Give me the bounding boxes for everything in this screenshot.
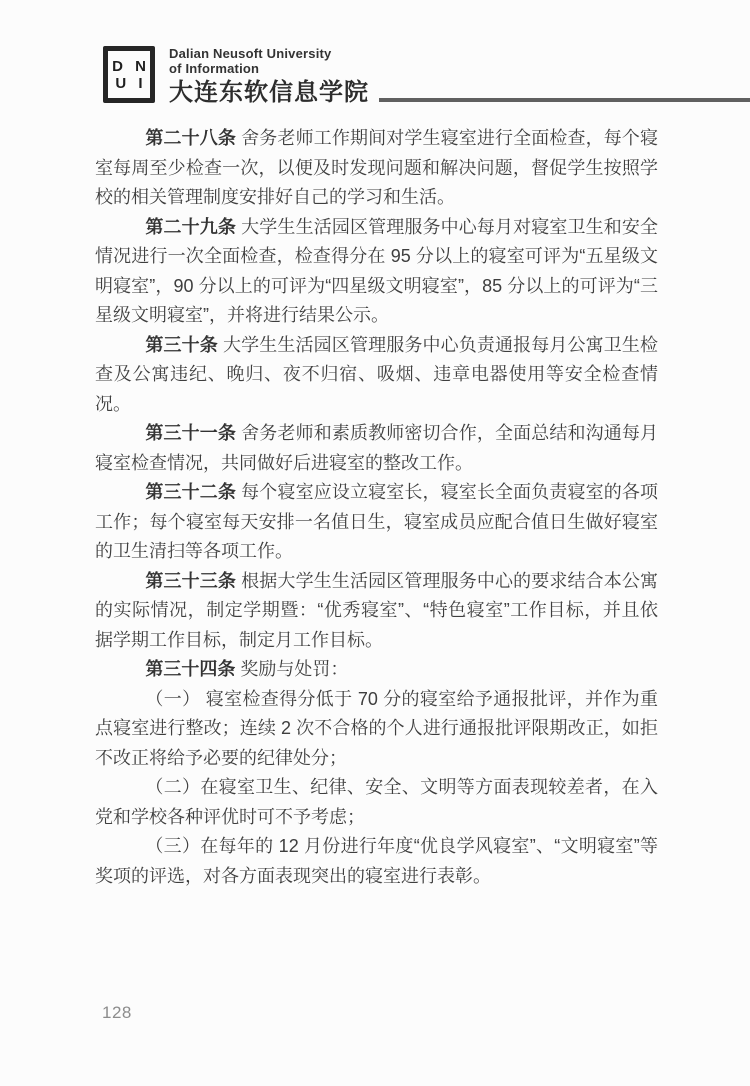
- regulation-paragraph: [95, 419, 658, 478]
- page-number: 128: [102, 1003, 132, 1022]
- article-number: 第三十四条: [145, 659, 236, 679]
- university-name-en-line1: Dalian Neusoft University: [169, 46, 332, 61]
- university-name-en-line2: of Information: [169, 61, 260, 76]
- article-number: 第二十八条: [145, 128, 237, 148]
- paragraph-text: 大学生生活园区管理服务中心负责通报每月公寓卫生检查及公寓违纪、晚归、夜不归宿、吸烟、违章电器使用等安全检查情况。: [95, 334, 658, 414]
- document-body: [95, 124, 658, 891]
- regulation-paragraph: [95, 685, 658, 774]
- paragraph-text: 奖励与处罚：: [235, 659, 349, 679]
- paragraph-text: 舍务老师和素质教师密切合作，全面总结和沟通每月寝室检查情况，共同做好后进寝室的整改工作。: [95, 423, 659, 473]
- regulation-paragraph: [95, 213, 658, 331]
- article-number: 第三十一条: [145, 423, 237, 443]
- logo-letters-top: D N: [112, 57, 150, 75]
- regulation-paragraph: [95, 832, 658, 891]
- header-divider-line: [379, 98, 750, 102]
- regulation-paragraph: [95, 331, 658, 420]
- page-header: [103, 46, 750, 106]
- university-names: [169, 46, 369, 106]
- article-number: 第三十三条: [145, 570, 237, 591]
- university-name-zh: 大连东软信息学院: [169, 79, 369, 106]
- regulation-paragraph: [95, 773, 658, 832]
- paragraph-text: 每个寝室应设立寝室长，寝室长全面负责寝室的各项工作；每个寝室每天安排一名值日生，寝室成员应配合值日生做好寝室的卫生清扫等各项工作。: [95, 482, 659, 561]
- paragraph-text: （三）在每年的 12 月份进行年度“优良学风寝室”、“文明寝室”等奖项的评选，对各方面表现突出的寝室进行表彰。: [95, 836, 658, 886]
- regulation-paragraph: [95, 478, 658, 567]
- logo-letters-bottom: U I: [115, 74, 147, 92]
- regulation-paragraph: [95, 655, 658, 685]
- paragraph-text: 根据大学生生活园区管理服务中心的要求结合本公寓的实际情况，制定学期暨：“优秀寝室”、“特色寝室”工作目标，并且依据学期工作目标，制定月工作目标。: [95, 570, 659, 650]
- regulation-paragraph: [95, 567, 658, 656]
- paragraph-text: 大学生生活园区管理服务中心每月对寝室卫生和安全情况进行一次全面检查，检查得分在 95 分以上的寝室可评为“五星级文明寝室”，90 分以上的可评为“四星级文明寝室”，85 分以上的可评为“三星级文明寝室”，并将进行结果公示。: [95, 216, 659, 325]
- regulation-paragraph: [95, 124, 658, 213]
- article-number: 第二十九条: [145, 216, 237, 237]
- paragraph-text: （一） 寝室检查得分低于 70 分的寝室给予通报批评，并作为重点寝室进行整改；连续 2 次不合格的个人进行通报批评限期改正，如拒不改正将给予必要的纪律处分；: [95, 688, 658, 768]
- dnui-logo-icon: [103, 46, 155, 103]
- paragraph-text: （二）在寝室卫生、纪律、安全、文明等方面表现较差者，在入党和学校各种评优时可不予考虑；: [95, 777, 658, 827]
- article-number: 第三十二条: [145, 482, 237, 502]
- article-number: 第三十条: [145, 334, 218, 355]
- paragraph-text: 舍务老师工作期间对学生寝室进行全面检查，每个寝室每周至少检查一次，以便及时发现问题和解决问题，督促学生按照学校的相关管理制度安排好自己的学习和生活。: [95, 128, 659, 207]
